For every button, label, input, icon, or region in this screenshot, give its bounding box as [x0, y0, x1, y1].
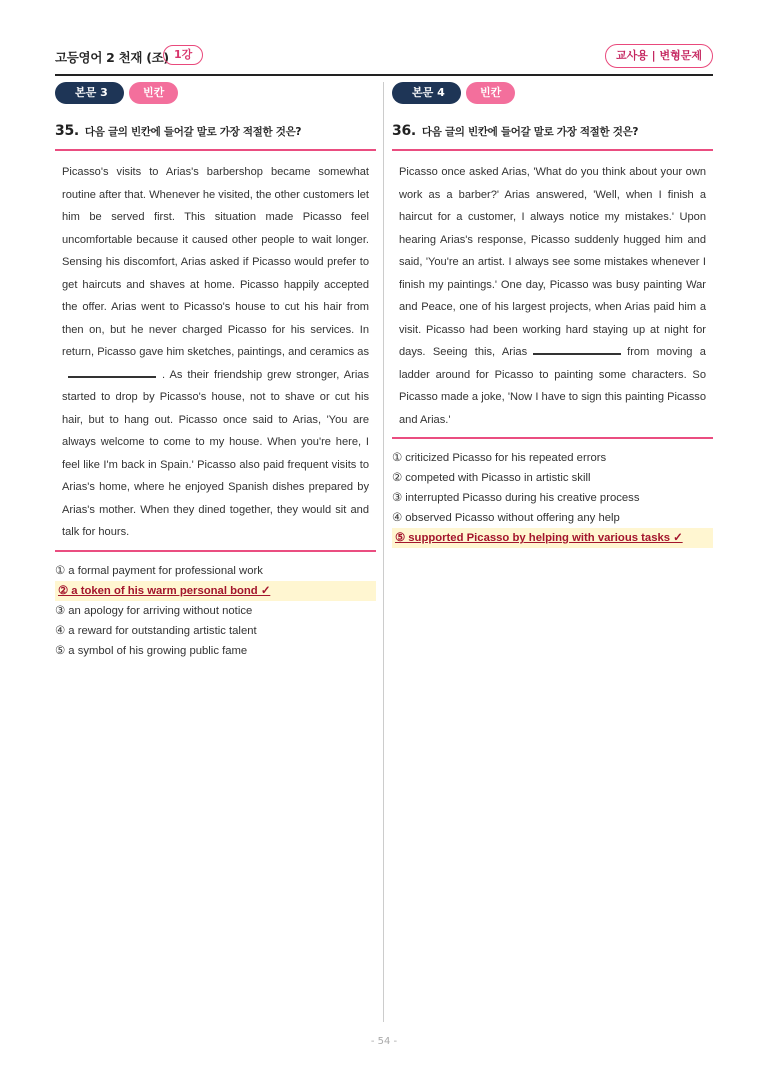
- answer-blank: [68, 367, 156, 378]
- option-3[interactable]: ③ interrupted Picasso during his creative process: [392, 492, 640, 504]
- option-3[interactable]: ③ an apology for arriving without notice: [55, 604, 253, 617]
- passage: [55, 151, 376, 552]
- type-tag: 빈칸: [466, 82, 515, 104]
- page-header: [55, 42, 713, 76]
- option-5[interactable]: ⑤ a symbol of his growing public fame: [55, 644, 248, 657]
- passage-text-after-blank: . As their friendship grew stronger, Arias started to drop by Picasso's house, not to shave or cut his hair, but to hang out. Picasso once said to Arias, 'You are always welcome to come to my house. When you're here, I feel like I'm back in Spain.' Picasso also paid frequent visits to Arias's home, where he enjoyed Spanish dishes prepared by Arias's mother. When they dined together, they would sit and talk for hours.: [62, 368, 369, 538]
- question-text: 다음 글의 빈칸에 들어갈 말로 가장 적절한 것은?: [421, 126, 639, 138]
- book-title: 고등영어 2 천재 (조): [55, 50, 169, 65]
- type-tag: 빈칸: [129, 82, 178, 104]
- answer-blank: [533, 344, 621, 355]
- question-title: [55, 123, 376, 151]
- question-tags: [392, 82, 713, 104]
- option-2[interactable]: ② competed with Picasso in artistic skill: [392, 472, 591, 484]
- option-1[interactable]: ① a formal payment for professional work: [55, 564, 263, 577]
- passage-text-before-blank: Picasso's visits to Arias's barbershop became somewhat routine after that. Whenever he visited, the other customers let him be served first. This situation made Picasso feel uncomfortable because it caused other people to wait longer. Sensing his discomfort, Arias asked if Picasso would prefer to get haircuts and shaves at home. Picasso happily accepted the offer. Arias went to Picasso's house to cut his hair from then on, but he never charged Picasso for his services. In return, Picasso gave him sketches, paintings, and ceramics as: [62, 166, 369, 358]
- section-tag: 본문 3: [55, 82, 124, 104]
- answer-options: [55, 561, 376, 661]
- option-2-correct[interactable]: ② a token of his warm personal bond ✓: [55, 581, 376, 601]
- option-5-correct[interactable]: ⑤ supported Picasso by helping with various tasks ✓: [392, 528, 713, 548]
- question-35-column: [55, 82, 376, 661]
- question-tags: [55, 82, 376, 104]
- option-1[interactable]: ① criticized Picasso for his repeated errors: [392, 452, 607, 464]
- passage: [392, 151, 713, 439]
- question-number: 35.: [55, 123, 79, 139]
- column-divider: [383, 82, 384, 1022]
- page-number: - 54 -: [370, 1036, 398, 1047]
- option-4[interactable]: ④ a reward for outstanding artistic talent: [55, 624, 257, 637]
- question-number: 36.: [392, 123, 416, 139]
- lesson-badge: 1강: [163, 45, 203, 65]
- question-title: [392, 123, 713, 151]
- question-36-column: [392, 82, 713, 548]
- teacher-edition-badge: 교사용 | 변형문제: [605, 44, 713, 68]
- passage-text-after-blank: from moving a ladder around for Picasso to painting some characters. So Picasso made a joke, 'Now I have to sign this painting Picasso and Arias.': [399, 346, 706, 426]
- section-tag: 본문 4: [392, 82, 461, 104]
- option-4[interactable]: ④ observed Picasso without offering any help: [392, 512, 620, 524]
- passage-text-before-blank: Picasso once asked Arias, 'What do you think about your own work as a barber?' Arias answered, 'Well, when I finish a haircut for a customer, I always notice my mistakes.' Upon hearing Arias's response, Picasso suddenly hugged him and said, 'You're an artist. I always see some mistakes whenever I finish my paintings.' One day, Picasso was busy painting War and Peace, one of his largest projects, when Arias paid him a visit. Picasso had been working hard staying up at night for days. Seeing this, Arias: [399, 166, 706, 358]
- answer-options: [392, 448, 713, 548]
- question-text: 다음 글의 빈칸에 들어갈 말로 가장 적절한 것은?: [84, 126, 302, 138]
